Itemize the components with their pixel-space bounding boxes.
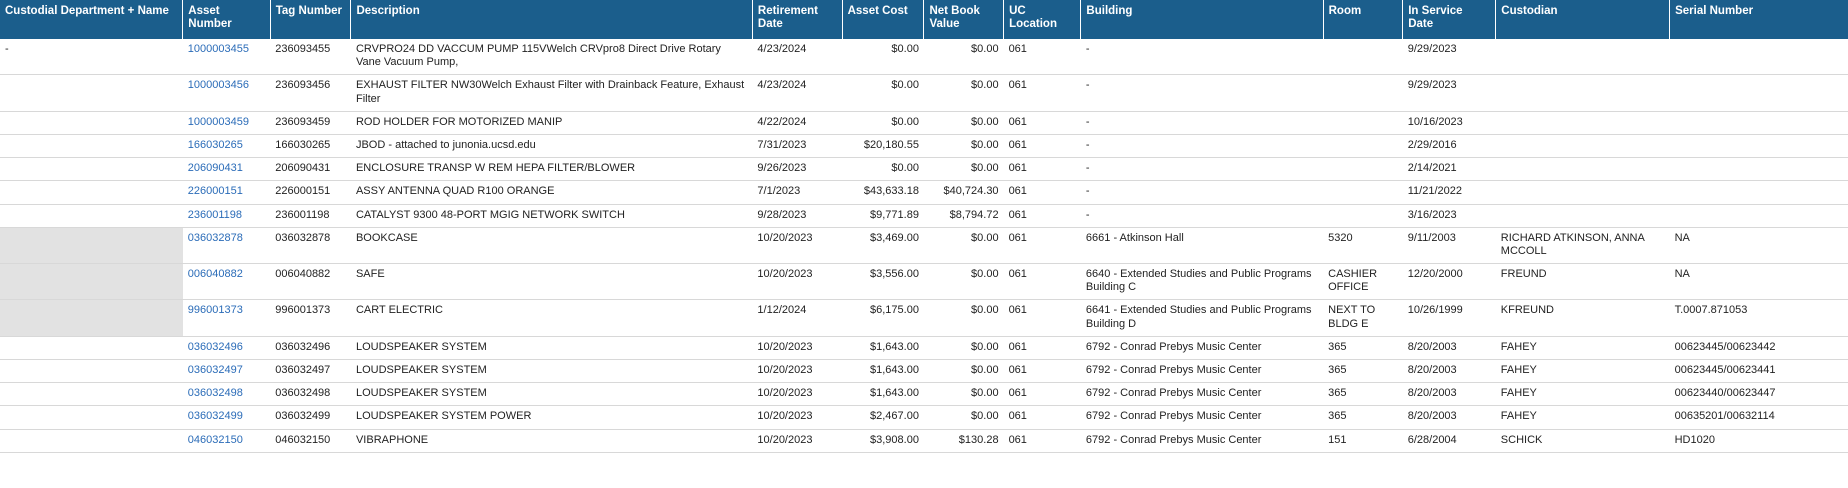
cell-asset-number[interactable] [183,111,270,134]
asset-number-link[interactable]: 236001198 [187,208,243,221]
cell-asset-number[interactable] [183,336,270,359]
cell-net-book-value: $0.00 [924,227,1004,263]
column-header-asset-cost[interactable]: Asset Cost [842,0,924,39]
cell-tag-number: 036032878 [270,227,351,263]
cell-asset-cost: $1,643.00 [842,360,924,383]
asset-number-link[interactable]: 036032878 [187,231,243,244]
cell-tag-number: 166030265 [270,134,351,157]
table-row[interactable] [0,75,1848,111]
cell-tag-number: 036032499 [270,406,351,429]
cell-net-book-value: $0.00 [924,336,1004,359]
cell-room [1323,204,1403,227]
cell-building: - [1081,158,1323,181]
cell-room [1323,181,1403,204]
table-row[interactable] [0,181,1848,204]
cell-retirement-date: 10/20/2023 [752,336,842,359]
cell-uc-location: 061 [1004,383,1081,406]
cell-in-service-date: 9/29/2023 [1403,39,1496,75]
cell-custodian [1496,111,1670,134]
cell-retirement-date: 9/26/2023 [752,158,842,181]
asset-number-link[interactable]: 206090431 [187,162,243,175]
cell-building: 6641 - Extended Studies and Public Programs Building D [1081,300,1323,336]
cell-tag-number: 006040882 [270,264,351,300]
table-row[interactable] [0,360,1848,383]
cell-retirement-date: 4/23/2024 [752,75,842,111]
cell-room [1323,111,1403,134]
cell-description: LOUDSPEAKER SYSTEM POWER [351,406,752,429]
cell-net-book-value: $0.00 [924,111,1004,134]
cell-building: - [1081,181,1323,204]
cell-uc-location: 061 [1004,406,1081,429]
cell-tag-number: 036032497 [270,360,351,383]
cell-retirement-date: 10/20/2023 [752,360,842,383]
cell-asset-cost: $43,633.18 [842,181,924,204]
asset-number-link[interactable]: 166030265 [187,138,243,151]
cell-uc-location: 061 [1004,300,1081,336]
table-row[interactable] [0,158,1848,181]
table-row[interactable] [0,300,1848,336]
cell-serial-number: NA [1670,227,1848,263]
cell-serial-number [1670,158,1848,181]
cell-asset-number[interactable] [183,39,270,75]
cell-tag-number: 046032150 [270,429,351,452]
cell-room [1323,158,1403,181]
cell-custodian: FAHEY [1496,383,1670,406]
table-row[interactable] [0,111,1848,134]
cell-description: SAFE [351,264,752,300]
cell-description: CATALYST 9300 48-PORT MGIG NETWORK SWITCH [351,204,752,227]
table-row[interactable] [0,204,1848,227]
cell-asset-cost: $0.00 [842,39,924,75]
cell-custodial-department [0,264,183,300]
cell-serial-number [1670,111,1848,134]
cell-asset-cost: $3,469.00 [842,227,924,263]
asset-number-link[interactable]: 226000151 [187,185,243,198]
cell-building: - [1081,134,1323,157]
cell-uc-location: 061 [1004,360,1081,383]
cell-tag-number: 236001198 [270,204,351,227]
cell-description: VIBRAPHONE [351,429,752,452]
cell-tag-number: 226000151 [270,181,351,204]
cell-asset-number[interactable] [183,181,270,204]
cell-asset-cost: $1,643.00 [842,336,924,359]
cell-in-service-date: 9/29/2023 [1403,75,1496,111]
table-row[interactable] [0,39,1848,75]
cell-custodial-department [0,204,183,227]
cell-net-book-value: $0.00 [924,264,1004,300]
table-row[interactable] [0,429,1848,452]
cell-custodian [1496,181,1670,204]
cell-room: NEXT TO BLDG E [1323,300,1403,336]
column-header-room[interactable]: Room [1323,0,1403,39]
cell-net-book-value: $0.00 [924,75,1004,111]
cell-tag-number: 206090431 [270,158,351,181]
table-row[interactable] [0,336,1848,359]
asset-number-link[interactable]: 036032497 [187,364,243,376]
cell-retirement-date: 10/20/2023 [752,429,842,452]
cell-room: 365 [1323,406,1403,429]
cell-description: ASSY ANTENNA QUAD R100 ORANGE [351,181,752,204]
cell-building: - [1081,39,1323,75]
cell-custodial-department [0,134,183,157]
cell-description: LOUDSPEAKER SYSTEM [351,383,752,406]
cell-description: ENCLOSURE TRANSP W REM HEPA FILTER/BLOWER [351,158,752,181]
cell-custodial-department [0,300,183,336]
cell-asset-cost: $6,175.00 [842,300,924,336]
cell-building: 6792 - Conrad Prebys Music Center [1081,360,1323,383]
cell-custodial-department [0,181,183,204]
cell-description: BOOKCASE [351,227,752,263]
cell-asset-number[interactable] [183,158,270,181]
cell-serial-number: 00623440/00623447 [1670,383,1848,406]
cell-uc-location: 061 [1004,158,1081,181]
cell-custodial-department [0,111,183,134]
cell-retirement-date: 10/20/2023 [752,406,842,429]
column-header-in-service-date[interactable]: In Service Date [1403,0,1496,39]
cell-uc-location: 061 [1004,227,1081,263]
cell-uc-location: 061 [1004,336,1081,359]
table-row[interactable] [0,406,1848,429]
asset-number-link[interactable]: 996001373 [187,304,243,317]
cell-custodian: KFREUND [1496,300,1670,336]
cell-serial-number: 00623445/00623441 [1670,360,1848,383]
column-header-tag-number[interactable]: Tag Number [270,0,351,39]
cell-uc-location: 061 [1004,134,1081,157]
cell-retirement-date: 1/12/2024 [752,300,842,336]
cell-asset-number[interactable] [183,406,270,429]
asset-number-link[interactable]: 036032499 [187,410,243,423]
cell-custodian: FAHEY [1496,360,1670,383]
asset-number-link[interactable]: 006040882 [187,268,243,281]
asset-number-link[interactable]: 1000003456 [187,79,249,92]
cell-room: 5320 [1323,227,1403,263]
cell-description: LOUDSPEAKER SYSTEM [351,360,752,383]
cell-custodial-department [0,360,183,383]
cell-asset-cost: $3,556.00 [842,264,924,300]
cell-retirement-date: 4/23/2024 [752,39,842,75]
cell-retirement-date: 10/20/2023 [752,227,842,263]
cell-uc-location: 061 [1004,264,1081,300]
asset-number-link[interactable]: 1000003459 [187,115,249,128]
cell-asset-cost: $9,771.89 [842,204,924,227]
cell-custodial-department [0,227,183,263]
cell-serial-number [1670,39,1848,75]
cell-serial-number [1670,181,1848,204]
cell-asset-cost: $20,180.55 [842,134,924,157]
cell-net-book-value: $0.00 [924,158,1004,181]
cell-in-service-date: 3/16/2023 [1403,204,1496,227]
cell-description: ROD HOLDER FOR MOTORIZED MANIP [351,111,752,134]
cell-in-service-date: 8/20/2003 [1403,383,1496,406]
table-header-row [0,0,1848,39]
column-header-description[interactable]: Description [351,0,752,39]
cell-description: EXHAUST FILTER NW30Welch Exhaust Filter with Drainback Feature, Exhaust Filter [351,75,752,111]
cell-custodial-department [0,75,183,111]
column-header-net-book-value[interactable]: Net Book Value [924,0,1004,39]
cell-building: - [1081,75,1323,111]
cell-custodian [1496,204,1670,227]
cell-uc-location: 061 [1004,111,1081,134]
cell-asset-number[interactable] [183,429,270,452]
cell-net-book-value: $0.00 [924,134,1004,157]
cell-in-service-date: 10/26/1999 [1403,300,1496,336]
cell-room: 365 [1323,383,1403,406]
cell-asset-cost: $0.00 [842,111,924,134]
cell-room: CASHIER OFFICE [1323,264,1403,300]
cell-asset-cost: $0.00 [842,158,924,181]
table-row[interactable] [0,227,1848,263]
cell-serial-number [1670,204,1848,227]
cell-net-book-value: $40,724.30 [924,181,1004,204]
cell-custodial-department [0,429,183,452]
cell-custodial-department [0,158,183,181]
cell-custodial-department [0,383,183,406]
cell-tag-number: 036032496 [270,336,351,359]
cell-retirement-date: 4/22/2024 [752,111,842,134]
column-header-retirement-date[interactable]: Retirement Date [752,0,842,39]
cell-description: CRVPRO24 DD VACCUM PUMP 115VWelch CRVpro8 Direct Drive Rotary Vane Vacuum Pump, [351,39,752,75]
cell-room [1323,75,1403,111]
cell-description: LOUDSPEAKER SYSTEM [351,336,752,359]
cell-asset-number[interactable] [183,300,270,336]
cell-custodian [1496,39,1670,75]
asset-number-link[interactable]: 036032498 [187,387,243,400]
cell-uc-location: 061 [1004,429,1081,452]
cell-room [1323,39,1403,75]
cell-custodian: FAHEY [1496,336,1670,359]
table-row[interactable] [0,134,1848,157]
cell-net-book-value: $0.00 [924,406,1004,429]
cell-serial-number: 00623445/00623442 [1670,336,1848,359]
cell-description: CART ELECTRIC [351,300,752,336]
cell-room: 365 [1323,360,1403,383]
column-header-custodian[interactable]: Custodian [1496,0,1670,39]
cell-custodian: SCHICK [1496,429,1670,452]
cell-in-service-date: 8/20/2003 [1403,406,1496,429]
cell-in-service-date: 11/21/2022 [1403,181,1496,204]
cell-building: 6792 - Conrad Prebys Music Center [1081,383,1323,406]
cell-building: - [1081,111,1323,134]
cell-net-book-value: $8,794.72 [924,204,1004,227]
cell-custodian [1496,75,1670,111]
cell-tag-number: 996001373 [270,300,351,336]
cell-uc-location: 061 [1004,204,1081,227]
cell-retirement-date: 7/1/2023 [752,181,842,204]
cell-in-service-date: 12/20/2000 [1403,264,1496,300]
cell-uc-location: 061 [1004,75,1081,111]
cell-uc-location: 061 [1004,39,1081,75]
cell-asset-number[interactable] [183,264,270,300]
cell-custodial-department [0,406,183,429]
cell-asset-cost: $0.00 [842,75,924,111]
cell-description: JBOD - attached to junonia.ucsd.edu [351,134,752,157]
cell-asset-number[interactable] [183,227,270,263]
cell-asset-number[interactable] [183,75,270,111]
cell-in-service-date: 6/28/2004 [1403,429,1496,452]
table-header [0,0,1848,39]
cell-uc-location: 061 [1004,181,1081,204]
cell-in-service-date: 2/14/2021 [1403,158,1496,181]
cell-building: 6792 - Conrad Prebys Music Center [1081,429,1323,452]
cell-in-service-date: 9/11/2003 [1403,227,1496,263]
cell-retirement-date: 10/20/2023 [752,383,842,406]
cell-building: - [1081,204,1323,227]
cell-building: 6792 - Conrad Prebys Music Center [1081,406,1323,429]
cell-tag-number: 236093455 [270,39,351,75]
cell-tag-number: 036032498 [270,383,351,406]
cell-building: 6640 - Extended Studies and Public Programs Building C [1081,264,1323,300]
cell-asset-number[interactable] [183,204,270,227]
asset-number-link[interactable]: 1000003455 [187,43,249,55]
cell-room: 365 [1323,336,1403,359]
column-header-asset-number[interactable]: Asset Number [183,0,270,39]
cell-room: 151 [1323,429,1403,452]
cell-asset-cost: $2,467.00 [842,406,924,429]
cell-serial-number: T.0007.871053 [1670,300,1848,336]
cell-custodian: RICHARD ATKINSON, ANNA MCCOLL [1496,227,1670,263]
cell-retirement-date: 7/31/2023 [752,134,842,157]
cell-net-book-value: $0.00 [924,300,1004,336]
cell-custodian: FAHEY [1496,406,1670,429]
cell-asset-cost: $3,908.00 [842,429,924,452]
cell-custodian [1496,158,1670,181]
cell-tag-number: 236093456 [270,75,351,111]
asset-number-link[interactable]: 046032150 [187,433,243,446]
cell-asset-number[interactable] [183,360,270,383]
cell-tag-number: 236093459 [270,111,351,134]
cell-room [1323,134,1403,157]
cell-serial-number: NA [1670,264,1848,300]
cell-net-book-value: $0.00 [924,360,1004,383]
cell-retirement-date: 10/20/2023 [752,264,842,300]
cell-serial-number [1670,75,1848,111]
column-header-custodial-department[interactable]: Custodial Department + Name [0,0,183,39]
column-header-serial-number[interactable]: Serial Number [1670,0,1848,39]
table-body [0,39,1848,452]
cell-serial-number: HD1020 [1670,429,1848,452]
asset-number-link[interactable]: 036032496 [187,340,243,353]
cell-serial-number: 00635201/00632114 [1670,406,1848,429]
cell-building: 6661 - Atkinson Hall [1081,227,1323,263]
column-header-building[interactable]: Building [1081,0,1323,39]
cell-in-service-date: 8/20/2003 [1403,360,1496,383]
cell-in-service-date: 10/16/2023 [1403,111,1496,134]
column-header-uc-location[interactable]: UC Location [1004,0,1081,39]
cell-custodial-department [0,336,183,359]
cell-asset-number[interactable] [183,383,270,406]
cell-custodial-department: - [0,39,183,75]
cell-building: 6792 - Conrad Prebys Music Center [1081,336,1323,359]
table-row[interactable] [0,383,1848,406]
cell-in-service-date: 2/29/2016 [1403,134,1496,157]
cell-net-book-value: $130.28 [924,429,1004,452]
cell-asset-number[interactable] [183,134,270,157]
cell-net-book-value: $0.00 [924,39,1004,75]
cell-custodian [1496,134,1670,157]
cell-retirement-date: 9/28/2023 [752,204,842,227]
cell-custodian: FREUND [1496,264,1670,300]
cell-serial-number [1670,134,1848,157]
table-row[interactable] [0,264,1848,300]
cell-in-service-date: 8/20/2003 [1403,336,1496,359]
cell-asset-cost: $1,643.00 [842,383,924,406]
cell-net-book-value: $0.00 [924,383,1004,406]
